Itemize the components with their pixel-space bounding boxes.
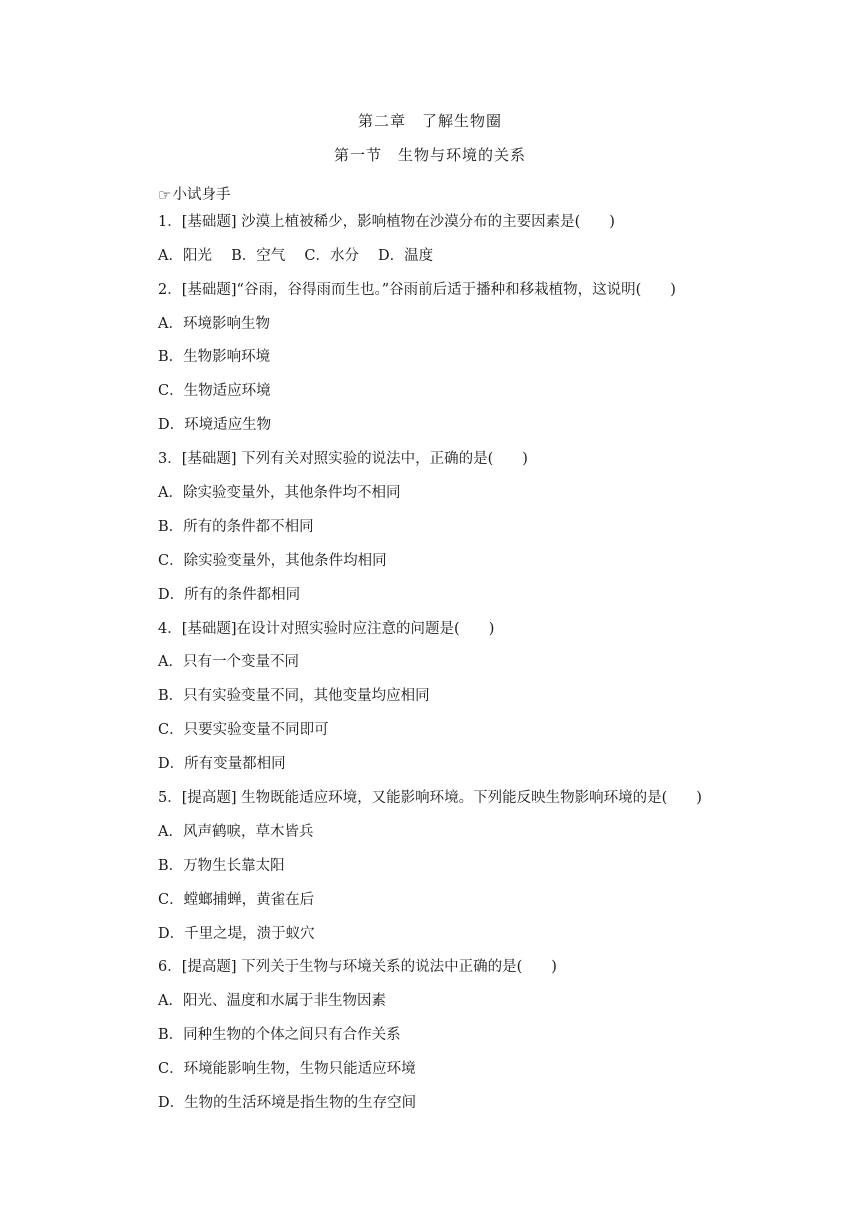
question-option: C．只要实验变量不同即可 — [158, 722, 329, 739]
hand-pointing-icon: ☞ — [158, 185, 172, 204]
question-option: A．只有一个变量不同 — [158, 654, 299, 671]
section-title: 第一节 生物与环境的关系 — [333, 146, 526, 164]
question-option: A．阳光 B．空气 C．水分 D．温度 — [158, 247, 434, 264]
question-option: A．阳光、温度和水属于非生物因素 — [158, 993, 386, 1010]
question-option: C．除实验变量外，其他条件均相同 — [158, 552, 387, 569]
question-option: D．生物的生活环境是指生物的生存空间 — [158, 1095, 417, 1112]
question-option: D．所有的条件都相同 — [158, 586, 301, 603]
question-option: B．同种生物的个体之间只有合作关系 — [158, 1027, 401, 1044]
question-option: D．所有变量都相同 — [158, 756, 286, 773]
question-option: B．所有的条件都不相同 — [158, 518, 314, 535]
question-stem: 2．[基础题]“谷雨，谷得雨而生也。”谷雨前后适于播种和移栽植物，这说明( ) — [158, 281, 676, 298]
question-stem: 4．[基础题]在设计对照实验时应注意的问题是( ) — [158, 620, 495, 637]
question-stem: 1．[基础题] 沙漠上植被稀少，影响植物在沙漠分布的主要因素是( ) — [158, 213, 615, 230]
question-option: C．环境能影响生物，生物只能适应环境 — [158, 1061, 416, 1078]
chapter-title: 第二章 了解生物圈 — [357, 112, 502, 130]
document-content — [158, 178, 758, 1127]
question-stem: 5．[提高题] 生物既能适应环境，又能影响环境。下列能反映生物影响环境的是( ) — [158, 790, 702, 807]
question-option: C．生物适应环境 — [158, 383, 271, 400]
question-option: B．只有实验变量不同，其他变量均应相同 — [158, 688, 430, 705]
question-option: D．环境适应生物 — [158, 417, 272, 434]
practice-heading — [158, 178, 758, 212]
question-option: A．除实验变量外，其他条件均不相同 — [158, 485, 401, 502]
question-option: C．螳螂捕蝉，黄雀在后 — [158, 891, 315, 908]
question-option: B．生物影响环境 — [158, 349, 271, 366]
practice-label: 小试身手 — [172, 186, 231, 203]
question-option: A．环境影响生物 — [158, 315, 270, 332]
question-stem: 3．[基础题] 下列有关对照实验的说法中，正确的是( ) — [158, 451, 528, 468]
question-option: A．风声鹤唳，草木皆兵 — [158, 823, 314, 840]
question-option: D．千里之堤，溃于蚁穴 — [158, 925, 315, 942]
question-stem: 6．[提高题] 下列关于生物与环境关系的说法中正确的是( ) — [158, 959, 557, 976]
question-option: B．万物生长靠太阳 — [158, 857, 285, 874]
